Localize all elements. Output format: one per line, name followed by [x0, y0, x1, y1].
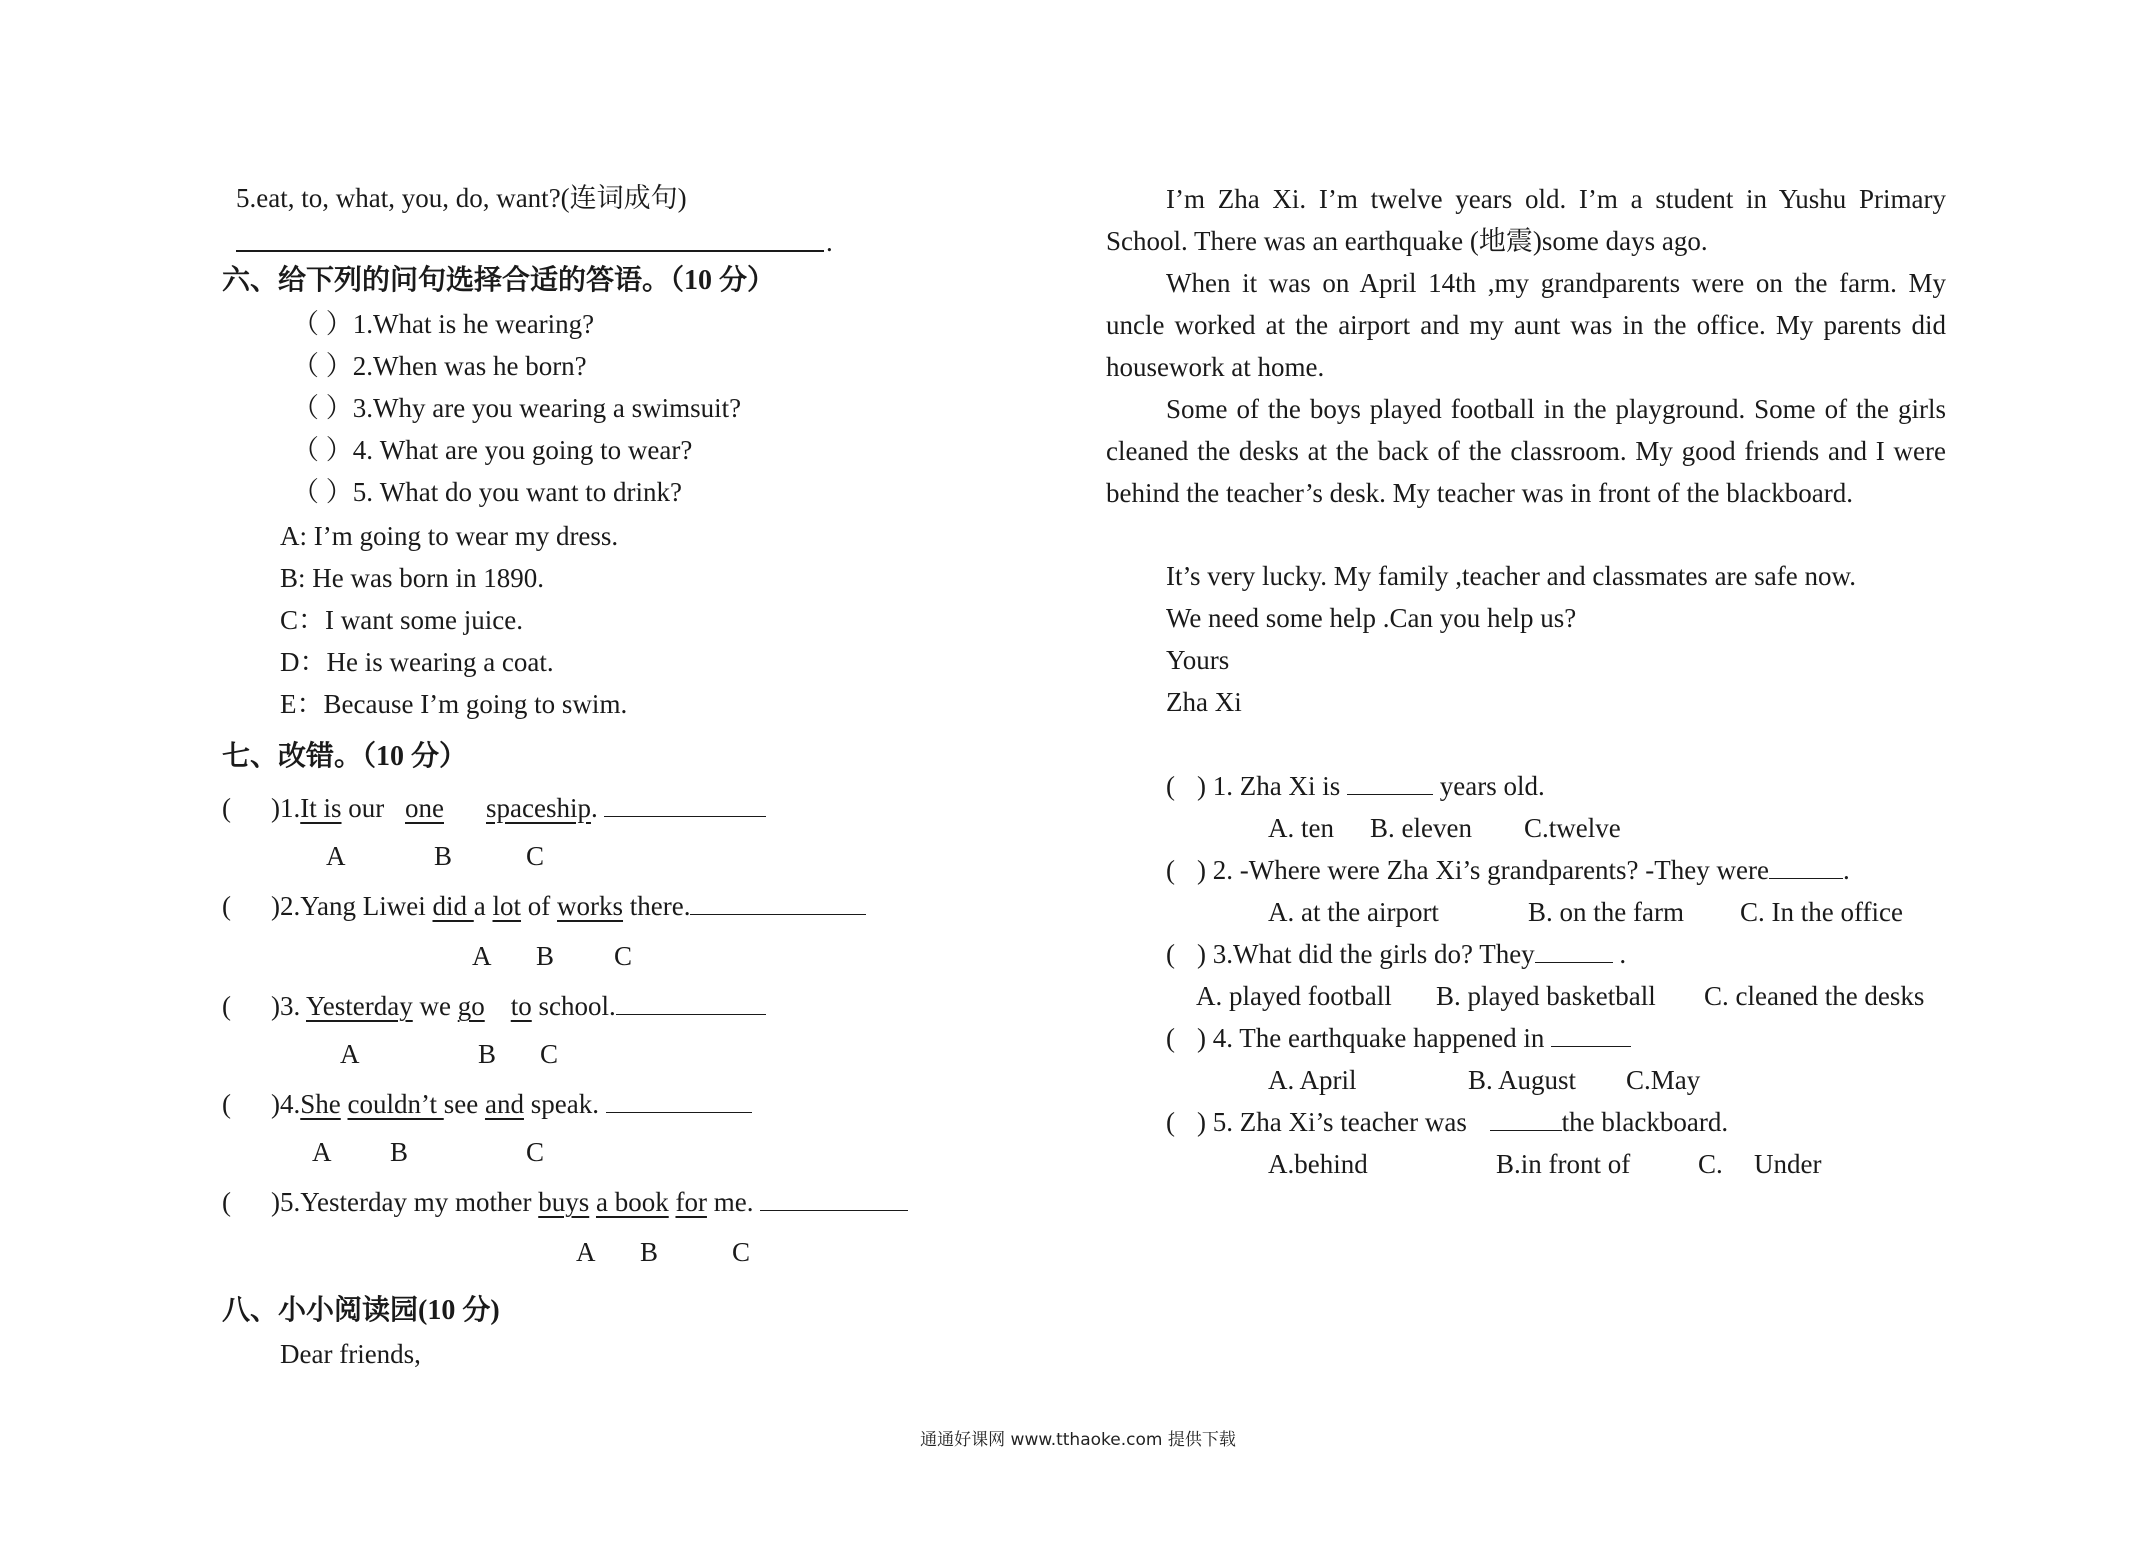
reading-q1-opt-c: C.twelve — [1524, 813, 1621, 843]
reading-q1-opt-b: B. eleven — [1370, 813, 1472, 843]
choice-label-c: C — [526, 841, 545, 871]
reading-q2-opt-c: C. In the office — [1740, 897, 1903, 927]
choice-label-c: C — [732, 1237, 751, 1267]
letter-paragraph-1: I’m Zha Xi. I’m twelve years old. I’m a student in Yushu Primary School. There was an earthquake (地震)some days ago. — [1106, 184, 1946, 256]
reading-q4-opt-a: A. April — [1268, 1065, 1357, 1095]
correction-blank[interactable] — [616, 988, 766, 1015]
sec6-answer-b: B: He was born in 1890. — [280, 563, 544, 593]
reading-q3: ( ) 3.What did the girls do? They . — [1166, 936, 1626, 972]
sec6-q1: （ ）1.What is he wearing? — [292, 309, 595, 339]
reading-q3-opt-c: C. cleaned the desks — [1704, 981, 1925, 1011]
answer-paren[interactable]: （ ） — [292, 435, 353, 465]
letter-signature: Zha Xi — [1166, 687, 1242, 717]
reading-q5-opt-c-text: Under — [1754, 1149, 1822, 1179]
footer-credit: 通通好课网 www.tthaoke.com 提供下载 — [920, 1430, 1236, 1450]
sec7-q1: ( )1.It is our one spaceship. — [222, 790, 766, 826]
correction-blank[interactable] — [690, 888, 866, 915]
choice-label-c: C — [614, 941, 633, 971]
correction-blank[interactable] — [604, 790, 766, 817]
answer-line — [236, 250, 824, 252]
reading-q5-opt-c: C. — [1698, 1149, 1723, 1179]
reading-q2-opt-b: B. on the farm — [1528, 897, 1684, 927]
answer-paren[interactable]: （ ） — [292, 477, 353, 507]
choice-label-b: B — [478, 1039, 497, 1069]
sec6-answer-a: A: I’m going to wear my dress. — [280, 521, 619, 551]
letter-greeting: Dear friends, — [280, 1339, 421, 1369]
section-7-title: 七、改错。（10 分） — [222, 741, 468, 772]
correction-blank[interactable] — [760, 1184, 908, 1211]
answer-blank[interactable] — [1535, 936, 1613, 963]
sec6-answer-c: C：I want some juice. — [280, 605, 523, 635]
answer-blank[interactable] — [1490, 1104, 1562, 1131]
section-8-title: 八、小小阅读园(10 分) — [222, 1295, 500, 1326]
sec6-answer-e: E：Because I’m going to swim. — [280, 689, 628, 719]
answer-blank[interactable] — [1551, 1020, 1631, 1047]
letter-closing: Yours — [1166, 645, 1230, 675]
reading-q4-opt-c: C.May — [1626, 1065, 1701, 1095]
choice-label-a: A — [326, 841, 346, 871]
reading-q1: ( ) 1. Zha Xi is years old. — [1166, 768, 1545, 804]
reading-q3-opt-a: A. played football — [1196, 981, 1392, 1011]
choice-label-a: A — [312, 1137, 332, 1167]
answer-paren[interactable]: （ ） — [292, 393, 353, 423]
choice-label-a: A — [472, 941, 492, 971]
reading-q4-opt-b: B. August — [1468, 1065, 1577, 1095]
period-mark: . — [826, 227, 833, 257]
answer-blank[interactable] — [1347, 768, 1433, 795]
sec7-q3: ( )3. Yesterday we go to school. — [222, 988, 766, 1024]
choice-label-a: A — [576, 1237, 596, 1267]
reading-q5-opt-b: B.in front of — [1496, 1149, 1631, 1179]
reading-q2: ( ) 2. -Where were Zha Xi’s grandparents? -They were . — [1166, 852, 1850, 888]
sec6-q2: （ ）2.When was he born? — [292, 351, 587, 381]
sec7-q4: ( )4.She couldn’t see and speak. — [222, 1086, 752, 1122]
answer-paren[interactable]: （ ） — [292, 351, 353, 381]
letter-paragraph-4: It’s very lucky. My family ,teacher and classmates are safe now. — [1166, 561, 1856, 591]
letter-paragraph-5: We need some help .Can you help us? — [1166, 603, 1577, 633]
section-6-title: 六、给下列的问句选择合适的答语。（10 分） — [222, 265, 776, 296]
reading-q5: ( ) 5. Zha Xi’s teacher was the blackboard. — [1166, 1104, 1728, 1140]
sec6-q3: （ ）3.Why are you wearing a swimsuit? — [292, 393, 742, 423]
choice-label-b: B — [640, 1237, 659, 1267]
sec6-answer-d: D：He is wearing a coat. — [280, 647, 554, 677]
letter-paragraph-3: Some of the boys played football in the playground. Some of the girls cleaned the desks at the back of the classroom. My good friends and I were behind the teacher’s desk. My teacher was in front of the blackboard. — [1106, 394, 1946, 508]
sec7-q2: ( )2.Yang Liwei did a lot of works there. — [222, 888, 866, 924]
correction-blank[interactable] — [606, 1086, 752, 1113]
reading-q1-opt-a: A. ten — [1268, 813, 1334, 843]
choice-label-b: B — [536, 941, 555, 971]
choice-label-c: C — [526, 1137, 545, 1167]
choice-label-b: B — [434, 841, 453, 871]
choice-label-a: A — [340, 1039, 360, 1069]
choice-label-b: B — [390, 1137, 409, 1167]
answer-blank[interactable] — [1769, 852, 1843, 879]
reading-q2-opt-a: A. at the airport — [1268, 897, 1439, 927]
sec6-q5: （ ）5. What do you want to drink? — [292, 477, 682, 507]
choice-label-c: C — [540, 1039, 559, 1069]
reading-q5-opt-a: A.behind — [1268, 1149, 1368, 1179]
sec6-q4: （ ）4. What are you going to wear? — [292, 435, 693, 465]
letter-paragraph-2: When it was on April 14th ,my grandparents were on the farm. My uncle worked at the airport and my aunt was in the office. My parents did housework at home. — [1106, 268, 1946, 382]
reading-q3-opt-b: B. played basketball — [1436, 981, 1656, 1011]
answer-paren[interactable]: （ ） — [292, 309, 353, 339]
reorder-question-5: 5.eat, to, what, you, do, want?(连词成句) — [236, 183, 687, 213]
reading-q4: ( ) 4. The earthquake happened in — [1166, 1020, 1631, 1056]
sec7-q5: ( )5.Yesterday my mother buys a book for me. — [222, 1184, 908, 1220]
